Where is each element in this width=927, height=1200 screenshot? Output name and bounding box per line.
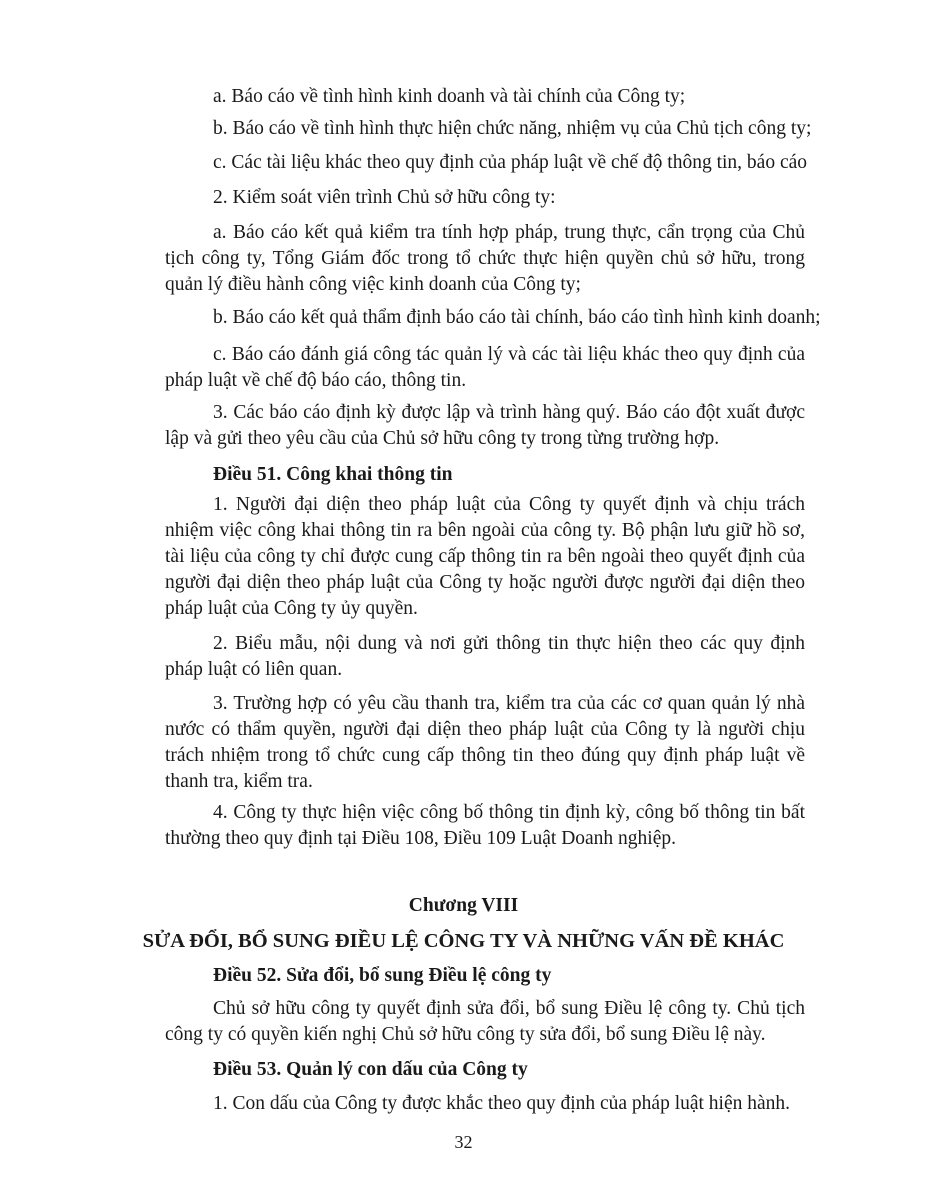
chapter-title: SỬA ĐỔI, BỔ SUNG ĐIỀU LỆ CÔNG TY VÀ NHỮNG VẤN ĐỀ KHÁC (142, 930, 785, 952)
line-b2: b. Báo cáo kết quả thẩm định báo cáo tài chính, báo cáo tình hình kinh doanh; (213, 307, 821, 328)
line-c1: c. Các tài liệu khác theo quy định của pháp luật về chế độ thông tin, báo cáo (213, 152, 808, 173)
article-53-heading: Điều 53. Quản lý con dấu của Công ty (213, 1059, 528, 1080)
chapter-number: Chương VIII (408, 895, 519, 916)
paragraph-c2: c. Báo cáo đánh giá công tác quản lý và các tài liệu khác theo quy định của pháp luật về chế độ báo cáo, thông tin. (165, 344, 805, 391)
page-number: 32 (454, 1132, 473, 1152)
line-a1: a. Báo cáo về tình hình kinh doanh và tài chính của Công ty; (213, 86, 686, 107)
article-51-paragraph-4: 4. Công ty thực hiện việc công bố thông tin định kỳ, công bố thông tin bất thường theo quy định tại Điều 108, Điều 109 Luật Doanh nghiệp. (165, 802, 805, 849)
line-item2: 2. Kiểm soát viên trình Chủ sở hữu công ty: (213, 187, 556, 208)
line-b1: b. Báo cáo về tình hình thực hiện chức năng, nhiệm vụ của Chủ tịch công ty; (213, 118, 812, 139)
article-51-paragraph-1: 1. Người đại diện theo pháp luật của Công ty quyết định và chịu trách nhiệm việc công khai thông tin ra bên ngoài của công ty. Bộ phận lưu giữ hồ sơ, tài liệu của công ty chỉ được cung cấp thông tin ra bên ngoài theo quyết định của người đại diện theo pháp luật của Công ty hoặc người được người đại diện theo pháp luật của Công ty ủy quyền. (165, 494, 805, 619)
article-51-heading: Điều 51. Công khai thông tin (213, 464, 453, 485)
paragraph-item3: 3. Các báo cáo định kỳ được lập và trình hàng quý. Báo cáo đột xuất được lập và gửi theo yêu cầu của Chủ sở hữu công ty trong từng trường hợp. (165, 402, 805, 449)
article-52-paragraph-1: Chủ sở hữu công ty quyết định sửa đổi, bổ sung Điều lệ công ty. Chủ tịch công ty có quyền kiến nghị Chủ sở hữu công ty sửa đổi, bổ sung Điều lệ này. (165, 998, 805, 1045)
article-51-paragraph-3: 3. Trường hợp có yêu cầu thanh tra, kiểm tra của các cơ quan quản lý nhà nước có thẩm quyền, người đại diện theo pháp luật của Công ty là người chịu trách nhiệm trong tổ chức cung cấp thông tin theo đúng quy định pháp luật về thanh tra, kiểm tra. (165, 693, 805, 792)
article-51-paragraph-2: 2. Biểu mẫu, nội dung và nơi gửi thông tin thực hiện theo các quy định pháp luật có liên quan. (165, 633, 805, 680)
article-53-paragraph-1: 1. Con dấu của Công ty được khắc theo quy định của pháp luật hiện hành. (213, 1093, 791, 1114)
paragraph-a2: a. Báo cáo kết quả kiểm tra tính hợp pháp, trung thực, cẩn trọng của Chủ tịch công ty, Tổng Giám đốc trong tổ chức thực hiện quyền chủ sở hữu, trong quản lý điều hành công việc kinh doanh của Công ty; (165, 222, 805, 295)
article-52-heading: Điều 52. Sửa đổi, bổ sung Điều lệ công ty (213, 965, 552, 986)
